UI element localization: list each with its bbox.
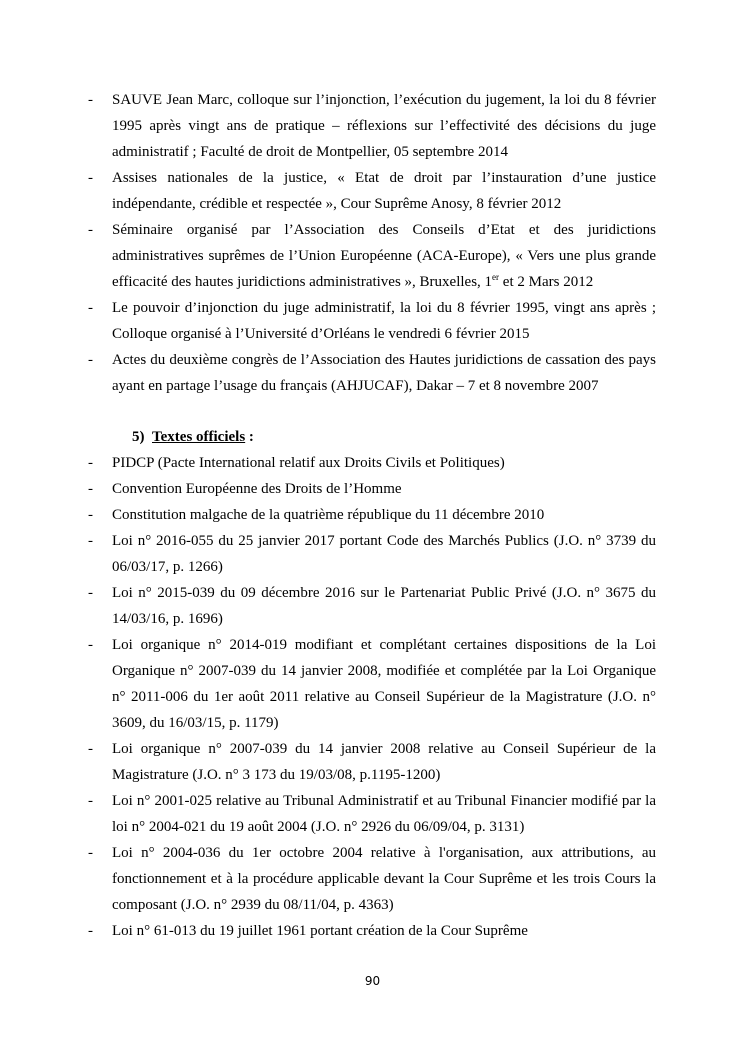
section-title: Textes officiels (152, 429, 246, 445)
bullet-dash: - (88, 585, 93, 601)
bullet-dash: - (88, 222, 93, 238)
page-number: 90 (364, 974, 381, 988)
list-item: - Loi n° 2015-039 du 09 décembre 2016 sur le Partenariat Public Privé (J.O. n° 3675 du 14/03/16, p. 1696) (88, 580, 656, 632)
list-item: - Séminaire organisé par l’Association des Conseils d’Etat et des juridictions administratives suprêmes de l’Union Européenne (ACA-Europe), « Vers une plus grande efficacité des hautes juridictions administratives », Bruxelles, 1er et 2 Mars 2012 (88, 217, 656, 295)
list-item: - PIDCP (Pacte International relatif aux Droits Civils et Politiques) (88, 450, 656, 476)
bullet-dash: - (88, 533, 93, 549)
list-item: - Loi n° 2001-025 relative au Tribunal Administratif et au Tribunal Financier modifié par la loi n° 2004-021 du 19 août 2004 (J.O. n° 2926 du 06/09/04, p. 3131) (88, 788, 656, 840)
bullet-dash: - (88, 507, 93, 523)
list-item: - SAUVE Jean Marc, colloque sur l’injonction, l’exécution du jugement, la loi du 8 février 1995 après vingt ans de pratique – réflexions sur l’effectivité des décisions du juge administratif ; Faculté de droit de Montpellier, 05 septembre 2014 (88, 87, 656, 165)
bullet-dash: - (88, 170, 93, 186)
bullet-dash: - (88, 300, 93, 316)
list-item: - Loi organique n° 2014-019 modifiant et complétant certaines dispositions de la Loi Organique n° 2007-039 du 14 janvier 2008, modifiée et complétée par la Loi Organique n° 2011-006 du 1er août 2011 relative au Conseil Supérieur de la Magistrature (J.O. n° 3609, du 16/03/15, p. 1179) (88, 632, 656, 736)
list-item: - Assises nationales de la justice, « Etat de droit par l’instauration d’une justice indépendante, crédible et respectée », Cour Suprême Anosy, 8 février 2012 (88, 165, 656, 217)
bullet-dash: - (88, 481, 93, 497)
list-item: - Convention Européenne des Droits de l’Homme (88, 476, 656, 502)
bullet-dash: - (88, 923, 93, 939)
bullet-dash: - (88, 845, 93, 861)
section-number: 5) (132, 429, 145, 445)
bullet-dash: - (88, 793, 93, 809)
list-item: - Loi n° 2016-055 du 25 janvier 2017 portant Code des Marchés Publics (J.O. n° 3739 du 06/03/17, p. 1266) (88, 528, 656, 580)
list-item: - Loi organique n° 2007-039 du 14 janvier 2008 relative au Conseil Supérieur de la Magistrature (J.O. n° 3 173 du 19/03/08, p.1195-1200) (88, 736, 656, 788)
list-item: - Le pouvoir d’injonction du juge administratif, la loi du 8 février 1995, vingt ans après ; Colloque organisé à l’Université d’Orléans le vendredi 6 février 2015 (88, 295, 656, 347)
colloques-list (88, 87, 656, 399)
list-item: - Actes du deuxième congrès de l’Association des Hautes juridictions de cassation des pays ayant en partage l’usage du français (AHJUCAF), Dakar – 7 et 8 novembre 2007 (88, 347, 656, 399)
list-item: - Constitution malgache de la quatrième république du 11 décembre 2010 (88, 502, 656, 528)
list-item: - Loi n° 61-013 du 19 juillet 1961 portant création de la Cour Suprême (88, 918, 656, 944)
bullet-dash: - (88, 92, 93, 108)
bullet-dash: - (88, 741, 93, 757)
list-item: - Loi n° 2004-036 du 1er octobre 2004 relative à l'organisation, aux attributions, au fonctionnement et à la procédure applicable devant la Cour Suprême et les trois Cours la composant (J.O. n° 2939 du 08/11/04, p. 4363) (88, 840, 656, 918)
textes-list (88, 450, 656, 944)
bullet-dash: - (88, 637, 93, 653)
bullet-dash: - (88, 455, 93, 471)
section-heading: 5) Textes officiels : (132, 429, 254, 445)
bullet-dash: - (88, 352, 93, 368)
